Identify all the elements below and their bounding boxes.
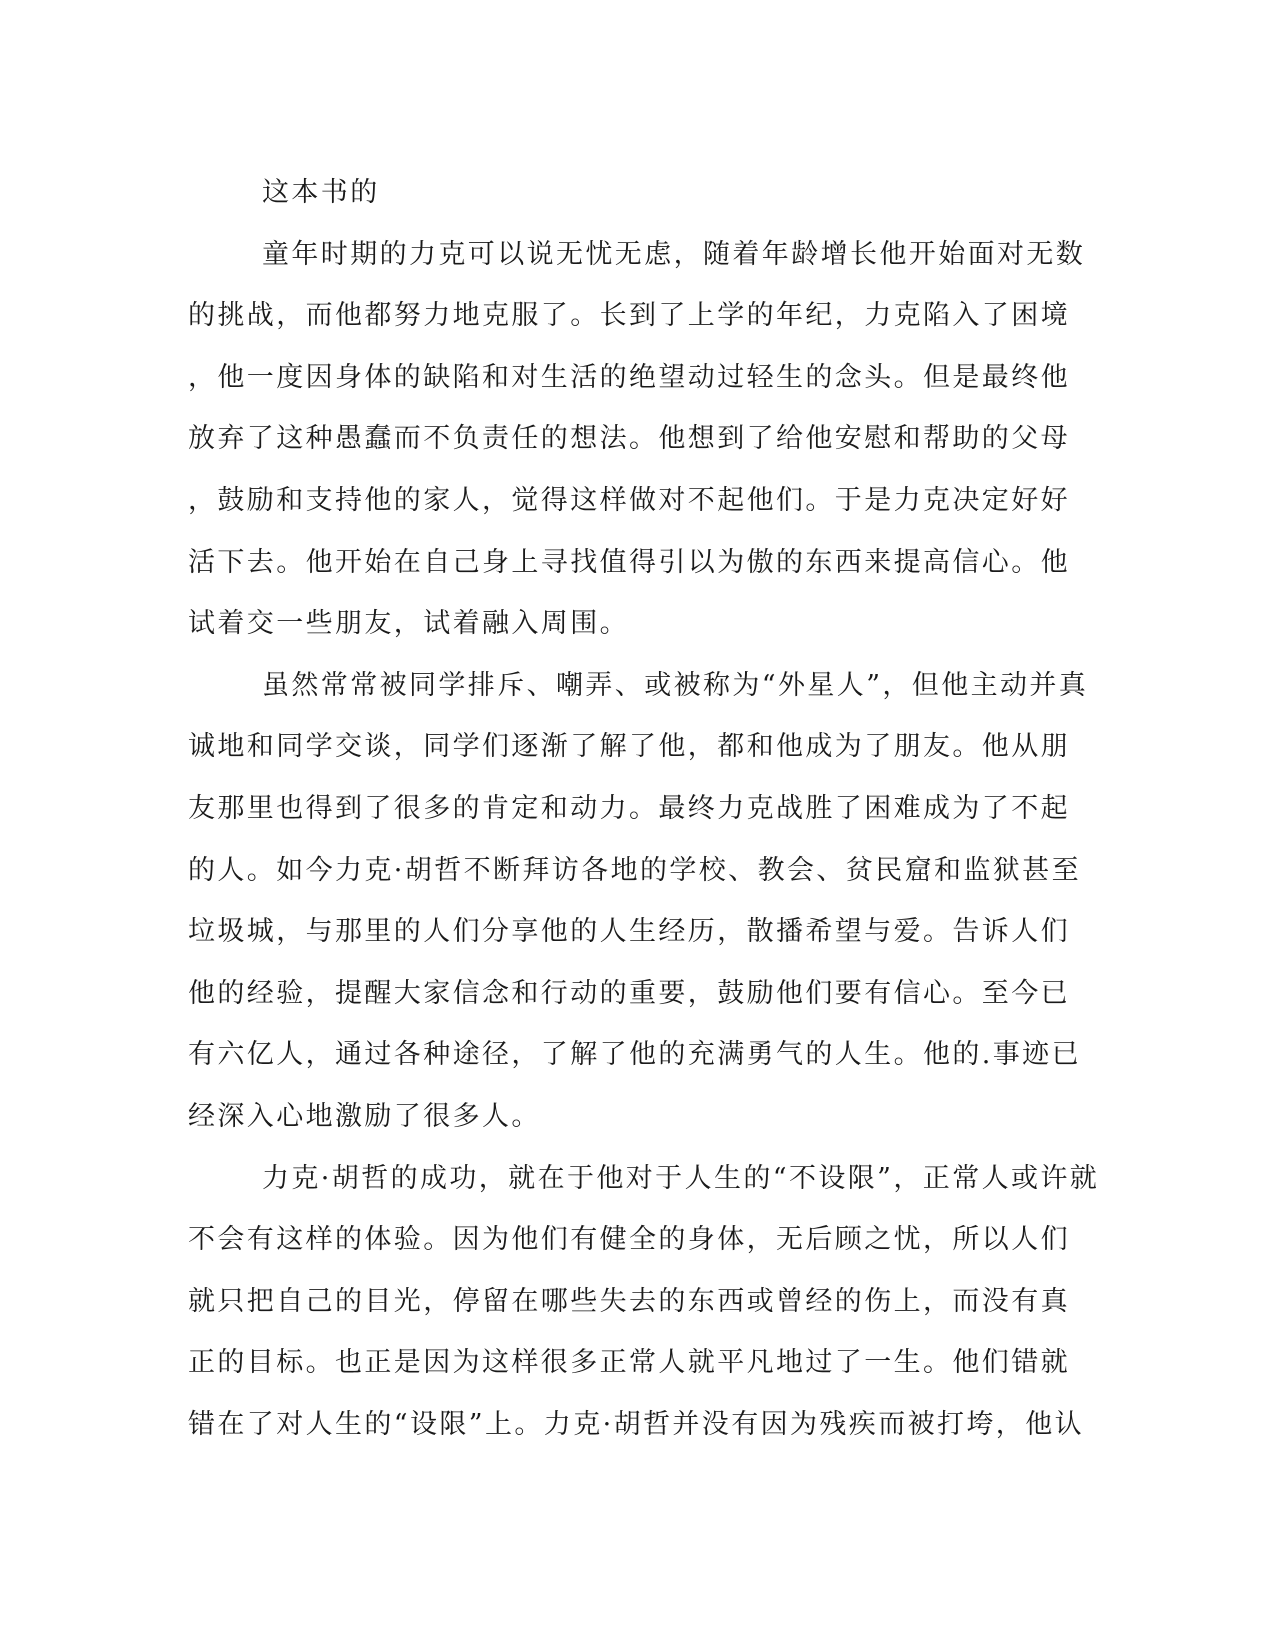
text-line: 活下去。他开始在自己身上寻找值得引以为傲的东西来提高信心。他 (188, 546, 1070, 578)
text-line: 经深入心地激励了很多人。 (188, 1100, 541, 1132)
text-line: 他的经验，提醒大家信念和行动的重要，鼓励他们要有信心。至今已 (188, 977, 1070, 1009)
text-line: 放弃了这种愚蠢而不负责任的想法。他想到了给他安慰和帮助的父母 (188, 423, 1070, 455)
text-line: ，他一度因身体的缺陷和对生活的绝望动过轻生的念头。但是最终他 (188, 361, 1070, 393)
text-line: 这本书的 (262, 177, 380, 208)
text-line: ，鼓励和支持他的家人，觉得这样做对不起他们。于是力克决定好好 (188, 484, 1070, 516)
text-line: 的挑战，而他都努力地克服了。长到了上学的年纪，力克陷入了困境 (188, 300, 1070, 332)
text-line: 虽然常常被同学排斥、嘲弄、或被称为“外星人”，但他主动并真 (262, 669, 1089, 701)
text-line: 不会有这样的体验。因为他们有健全的身体，无后顾之忧，所以人们 (188, 1224, 1070, 1256)
text-line: 就只把自己的目光，停留在哪些失去的东西或曾经的伤上，而没有真 (188, 1285, 1070, 1317)
text-line: 试着交一些朋友，试着融入周围。 (188, 608, 629, 640)
text-line: 有六亿人，通过各种途径，了解了他的充满勇气的人生。他的.事迹已 (188, 1039, 1081, 1071)
text-line: 力克·胡哲的成功，就在于他对于人生的“不设限”，正常人或许就 (262, 1162, 1100, 1194)
text-line: 友那里也得到了很多的肯定和动力。最终力克战胜了困难成为了不起 (188, 792, 1070, 824)
text-line: 诚地和同学交谈，同学们逐渐了解了他，都和他成为了朋友。他从朋 (188, 731, 1070, 763)
text-line: 错在了对人生的“设限”上。力克·胡哲并没有因为残疾而被打垮，他认 (188, 1408, 1084, 1440)
text-line: 正的目标。也正是因为这样很多正常人就平凡地过了一生。他们错就 (188, 1347, 1070, 1379)
text-line: 垃圾城，与那里的人们分享他的人生经历，散播希望与爱。告诉人们 (188, 916, 1070, 948)
body-text (188, 162, 1100, 1455)
text-line: 童年时期的力克可以说无忧无虑，随着年龄增长他开始面对无数 (262, 238, 1086, 270)
text-line: 的人。如今力克·胡哲不断拜访各地的学校、教会、贫民窟和监狱甚至 (188, 854, 1081, 886)
